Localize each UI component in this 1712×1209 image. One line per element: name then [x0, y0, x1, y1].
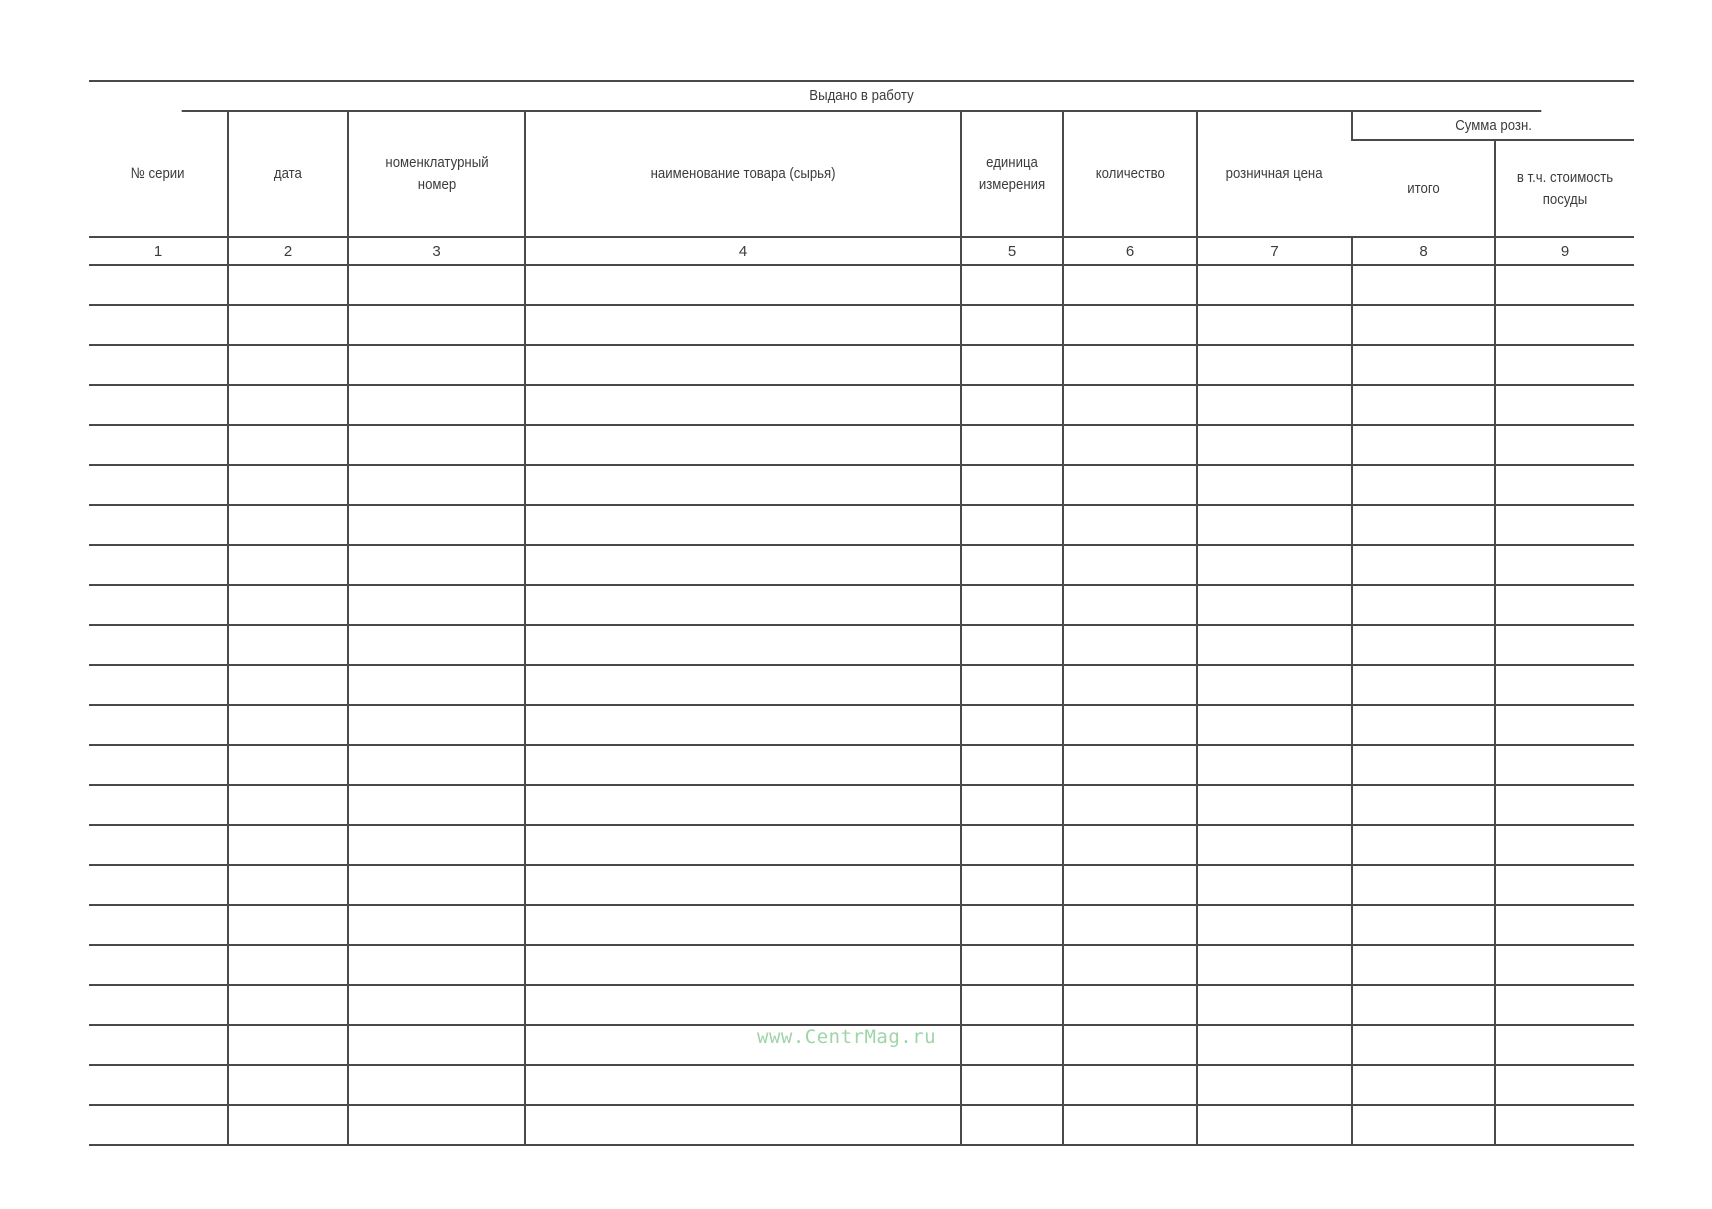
table-cell[interactable] — [525, 705, 961, 745]
table-cell[interactable] — [348, 385, 525, 425]
table-cell[interactable] — [1063, 265, 1197, 305]
table-cell[interactable] — [525, 625, 961, 665]
table-cell[interactable] — [1495, 985, 1634, 1025]
table-cell[interactable] — [961, 1025, 1063, 1065]
table-cell[interactable] — [1197, 865, 1352, 905]
table-cell[interactable] — [348, 985, 525, 1025]
table-cell[interactable] — [89, 545, 228, 585]
table-cell[interactable] — [1352, 585, 1495, 625]
table-row — [89, 345, 1634, 385]
table-row — [89, 545, 1634, 585]
table-cell[interactable] — [961, 505, 1063, 545]
ledger-table — [89, 112, 1634, 1146]
table-cell[interactable] — [348, 585, 525, 625]
column-number: 8 — [1352, 237, 1495, 265]
table-cell[interactable] — [525, 825, 961, 865]
table-cell[interactable] — [1352, 345, 1495, 385]
table-cell[interactable] — [228, 545, 348, 585]
table-cell[interactable] — [1063, 625, 1197, 665]
table-cell[interactable] — [228, 265, 348, 305]
table-row — [89, 905, 1634, 945]
table-cell[interactable] — [1197, 905, 1352, 945]
table-row — [89, 705, 1634, 745]
table-cell[interactable] — [1352, 1065, 1495, 1105]
table-cell[interactable] — [348, 1025, 525, 1065]
table-cell[interactable] — [1495, 305, 1634, 345]
table-cell[interactable] — [228, 305, 348, 345]
table-cell[interactable] — [89, 825, 228, 865]
table-row — [89, 1105, 1634, 1145]
table-cell[interactable] — [1495, 385, 1634, 425]
header-quantity: количество — [1063, 112, 1197, 237]
table-cell[interactable] — [1063, 305, 1197, 345]
table-cell[interactable] — [1063, 945, 1197, 985]
table-cell[interactable] — [1063, 465, 1197, 505]
table-cell[interactable] — [961, 465, 1063, 505]
table-cell[interactable] — [525, 785, 961, 825]
table-cell[interactable] — [1352, 385, 1495, 425]
table-cell[interactable] — [961, 945, 1063, 985]
table-cell[interactable] — [1197, 585, 1352, 625]
table-cell[interactable] — [961, 305, 1063, 345]
table-cell[interactable] — [348, 745, 525, 785]
column-number: 5 — [961, 237, 1063, 265]
table-cell[interactable] — [525, 585, 961, 625]
table-row — [89, 305, 1634, 345]
table-cell[interactable] — [1352, 305, 1495, 345]
table-cell[interactable] — [1495, 505, 1634, 545]
table-cell[interactable] — [1495, 945, 1634, 985]
table-cell[interactable] — [961, 865, 1063, 905]
journal-form — [89, 80, 1634, 1146]
table-cell[interactable] — [1063, 425, 1197, 465]
header-retail-sum-group: Сумма розн. — [1352, 112, 1634, 140]
column-number: 3 — [348, 237, 525, 265]
table-cell[interactable] — [348, 785, 525, 825]
table-cell[interactable] — [1063, 385, 1197, 425]
table-cell[interactable] — [89, 505, 228, 545]
table-cell[interactable] — [348, 545, 525, 585]
table-cell[interactable] — [1197, 425, 1352, 465]
table-cell[interactable] — [1197, 1105, 1352, 1145]
table-cell[interactable] — [1063, 1105, 1197, 1145]
table-cell[interactable] — [525, 865, 961, 905]
table-cell[interactable] — [1495, 345, 1634, 385]
table-cell[interactable] — [1063, 705, 1197, 745]
table-cell[interactable] — [89, 585, 228, 625]
table-cell[interactable] — [1197, 785, 1352, 825]
table-cell[interactable] — [348, 465, 525, 505]
table-cell[interactable] — [1063, 785, 1197, 825]
table-cell[interactable] — [1495, 865, 1634, 905]
table-cell[interactable] — [1352, 785, 1495, 825]
table-cell[interactable] — [1352, 505, 1495, 545]
table-cell[interactable] — [961, 985, 1063, 1025]
table-cell[interactable] — [89, 1065, 228, 1105]
table-row — [89, 985, 1634, 1025]
header-item-name: наименование товара (сырья) — [525, 112, 961, 237]
table-cell[interactable] — [1063, 1025, 1197, 1065]
table-cell[interactable] — [228, 785, 348, 825]
table-cell[interactable] — [1495, 1105, 1634, 1145]
table-cell[interactable] — [525, 545, 961, 585]
banner-issued-to-work: Выдано в работу — [182, 82, 1542, 112]
table-cell[interactable] — [348, 305, 525, 345]
table-cell[interactable] — [1352, 665, 1495, 705]
table-cell[interactable] — [1352, 625, 1495, 665]
table-cell[interactable] — [348, 825, 525, 865]
table-cell[interactable] — [348, 1065, 525, 1105]
table-cell[interactable] — [1063, 865, 1197, 905]
table-row — [89, 505, 1634, 545]
header-series-number: № серии — [89, 112, 228, 237]
table-cell[interactable] — [961, 545, 1063, 585]
table-cell[interactable] — [89, 865, 228, 905]
table-row — [89, 265, 1634, 305]
table-cell[interactable] — [1495, 625, 1634, 665]
column-number: 7 — [1197, 237, 1352, 265]
table-cell[interactable] — [89, 385, 228, 425]
table-cell[interactable] — [1197, 985, 1352, 1025]
table-cell[interactable] — [348, 265, 525, 305]
table-cell[interactable] — [1063, 985, 1197, 1025]
table-cell[interactable] — [525, 985, 961, 1025]
table-cell[interactable] — [1495, 705, 1634, 745]
table-row — [89, 425, 1634, 465]
table-cell[interactable] — [1197, 345, 1352, 385]
table-cell[interactable] — [525, 905, 961, 945]
table-cell[interactable] — [348, 705, 525, 745]
table-cell[interactable] — [525, 265, 961, 305]
table-cell[interactable] — [1063, 585, 1197, 625]
table-cell[interactable] — [1495, 265, 1634, 305]
table-cell[interactable] — [228, 1065, 348, 1105]
table-cell[interactable] — [89, 785, 228, 825]
table-cell[interactable] — [525, 385, 961, 425]
table-cell[interactable] — [1197, 625, 1352, 665]
table-cell[interactable] — [348, 505, 525, 545]
table-cell[interactable] — [525, 1105, 961, 1145]
column-number-row — [89, 237, 1634, 265]
table-cell[interactable] — [1352, 945, 1495, 985]
table-cell[interactable] — [1495, 545, 1634, 585]
table-cell[interactable] — [1352, 865, 1495, 905]
table-cell[interactable] — [961, 265, 1063, 305]
table-cell[interactable] — [961, 425, 1063, 465]
table-cell[interactable] — [1063, 825, 1197, 865]
table-cell[interactable] — [525, 425, 961, 465]
table-cell[interactable] — [1063, 505, 1197, 545]
table-cell[interactable] — [228, 345, 348, 385]
table-cell[interactable] — [1352, 985, 1495, 1025]
table-cell[interactable] — [1197, 265, 1352, 305]
table-row — [89, 745, 1634, 785]
table-cell[interactable] — [1197, 825, 1352, 865]
table-cell[interactable] — [525, 745, 961, 785]
table-cell[interactable] — [1495, 785, 1634, 825]
table-row — [89, 865, 1634, 905]
table-cell[interactable] — [1063, 545, 1197, 585]
table-cell[interactable] — [1197, 705, 1352, 745]
table-cell[interactable] — [228, 705, 348, 745]
table-cell[interactable] — [1063, 665, 1197, 705]
table-cell[interactable] — [228, 825, 348, 865]
table-cell[interactable] — [1352, 1105, 1495, 1145]
column-number: 9 — [1495, 237, 1634, 265]
table-cell[interactable] — [348, 425, 525, 465]
table-row — [89, 1065, 1634, 1105]
table-cell[interactable] — [348, 905, 525, 945]
table-cell[interactable] — [961, 825, 1063, 865]
table-row — [89, 785, 1634, 825]
table-cell[interactable] — [1197, 665, 1352, 705]
table-cell[interactable] — [89, 945, 228, 985]
table-cell[interactable] — [1352, 265, 1495, 305]
table-cell[interactable] — [1352, 705, 1495, 745]
table-cell[interactable] — [961, 905, 1063, 945]
column-number: 4 — [525, 237, 961, 265]
table-row — [89, 385, 1634, 425]
table-cell[interactable] — [228, 385, 348, 425]
table-cell[interactable] — [1495, 905, 1634, 945]
table-cell[interactable] — [961, 1105, 1063, 1145]
table-cell[interactable] — [1352, 905, 1495, 945]
table-cell[interactable] — [525, 305, 961, 345]
table-cell[interactable] — [89, 265, 228, 305]
table-cell[interactable] — [1063, 745, 1197, 785]
table-row — [89, 945, 1634, 985]
table-cell[interactable] — [228, 1025, 348, 1065]
table-row — [89, 585, 1634, 625]
table-cell[interactable] — [89, 665, 228, 705]
table-cell[interactable] — [961, 585, 1063, 625]
table-cell[interactable] — [1352, 745, 1495, 785]
table-cell[interactable] — [348, 865, 525, 905]
table-cell[interactable] — [525, 945, 961, 985]
table-cell[interactable] — [348, 1105, 525, 1145]
table-cell[interactable] — [961, 785, 1063, 825]
column-number: 2 — [228, 237, 348, 265]
table-cell[interactable] — [1197, 945, 1352, 985]
column-number: 6 — [1063, 237, 1197, 265]
ledger-body — [89, 265, 1634, 1145]
table-cell[interactable] — [1063, 905, 1197, 945]
table-cell[interactable] — [961, 625, 1063, 665]
table-cell[interactable] — [228, 905, 348, 945]
column-number: 1 — [89, 237, 228, 265]
table-cell[interactable] — [1197, 385, 1352, 425]
table-cell[interactable] — [228, 505, 348, 545]
table-cell[interactable] — [89, 905, 228, 945]
table-cell[interactable] — [348, 945, 525, 985]
header-unit: единица измерения — [961, 112, 1063, 237]
table-cell[interactable] — [1197, 1065, 1352, 1105]
table-cell[interactable] — [348, 665, 525, 705]
header-item-code: номенклатурный номер — [348, 112, 525, 237]
table-cell[interactable] — [1352, 545, 1495, 585]
table-cell[interactable] — [89, 345, 228, 385]
table-cell[interactable] — [89, 985, 228, 1025]
table-cell[interactable] — [1063, 345, 1197, 385]
table-cell[interactable] — [228, 1105, 348, 1145]
table-cell[interactable] — [228, 625, 348, 665]
table-cell[interactable] — [1197, 305, 1352, 345]
header-date: дата — [228, 112, 348, 237]
table-cell[interactable] — [228, 465, 348, 505]
table-row — [89, 465, 1634, 505]
table-cell[interactable] — [1197, 545, 1352, 585]
table-cell[interactable] — [1197, 505, 1352, 545]
table-cell[interactable] — [1197, 745, 1352, 785]
watermark: www.CentrMag.ru — [757, 1026, 937, 1048]
table-cell[interactable] — [525, 345, 961, 385]
table-cell[interactable] — [525, 1065, 961, 1105]
table-cell[interactable] — [1495, 425, 1634, 465]
table-cell[interactable] — [525, 465, 961, 505]
table-row — [89, 825, 1634, 865]
table-cell[interactable] — [1063, 1065, 1197, 1105]
table-cell[interactable] — [961, 745, 1063, 785]
header-retail-price: розничная цена — [1197, 112, 1352, 237]
table-cell[interactable] — [1197, 465, 1352, 505]
table-cell[interactable] — [228, 585, 348, 625]
table-cell[interactable] — [961, 345, 1063, 385]
table-cell[interactable] — [1495, 585, 1634, 625]
table-cell[interactable] — [525, 505, 961, 545]
table-cell[interactable] — [89, 705, 228, 745]
table-cell[interactable] — [1352, 425, 1495, 465]
header-total: итого — [1352, 140, 1495, 237]
table-cell[interactable] — [1495, 465, 1634, 505]
table-cell[interactable] — [89, 305, 228, 345]
table-cell[interactable] — [89, 465, 228, 505]
table-cell[interactable] — [89, 1025, 228, 1065]
table-cell[interactable] — [348, 625, 525, 665]
table-cell[interactable] — [1495, 1025, 1634, 1065]
table-cell[interactable] — [1495, 745, 1634, 785]
table-cell[interactable] — [1495, 1065, 1634, 1105]
table-cell[interactable] — [1495, 665, 1634, 705]
table-row — [89, 665, 1634, 705]
table-cell[interactable] — [961, 705, 1063, 745]
table-cell[interactable] — [228, 945, 348, 985]
table-cell[interactable] — [228, 985, 348, 1025]
table-cell[interactable] — [89, 1105, 228, 1145]
table-cell[interactable] — [961, 665, 1063, 705]
table-cell[interactable] — [1352, 465, 1495, 505]
table-cell[interactable] — [1352, 825, 1495, 865]
table-cell[interactable] — [228, 745, 348, 785]
table-cell[interactable] — [228, 665, 348, 705]
header-incl-container-cost: в т.ч. стоимость посуды — [1495, 140, 1634, 237]
table-cell[interactable] — [1352, 1025, 1495, 1065]
table-cell[interactable] — [1197, 1025, 1352, 1065]
table-cell[interactable] — [525, 665, 961, 705]
table-cell[interactable] — [89, 425, 228, 465]
table-cell[interactable] — [348, 345, 525, 385]
table-cell[interactable] — [961, 1065, 1063, 1105]
table-cell[interactable] — [228, 425, 348, 465]
table-cell[interactable] — [1495, 825, 1634, 865]
table-cell[interactable] — [89, 745, 228, 785]
table-cell[interactable] — [961, 385, 1063, 425]
table-cell[interactable] — [228, 865, 348, 905]
table-cell[interactable] — [89, 625, 228, 665]
table-row — [89, 625, 1634, 665]
